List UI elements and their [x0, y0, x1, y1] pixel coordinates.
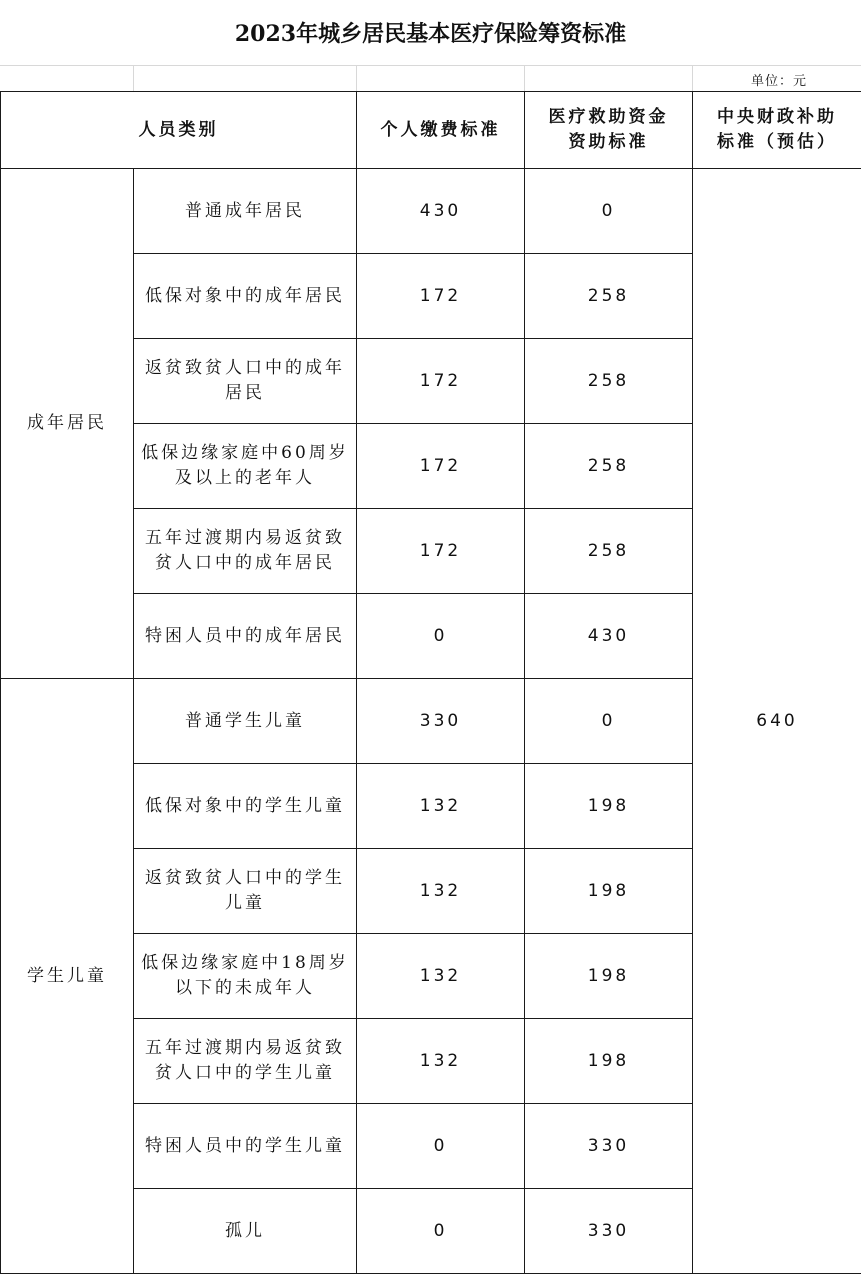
medical-aid-subsidy: 330	[525, 1104, 693, 1189]
personal-contribution: 172	[357, 424, 525, 509]
funding-standards-table	[0, 91, 861, 1274]
faint-divider	[524, 66, 525, 92]
personal-contribution: 132	[357, 934, 525, 1019]
personal-contribution: 132	[357, 764, 525, 849]
medical-aid-subsidy: 198	[525, 1019, 693, 1104]
person-category: 普通成年居民	[134, 169, 357, 254]
person-category: 低保对象中的成年居民	[134, 254, 357, 339]
group-label: 成年居民	[1, 169, 134, 679]
person-category: 低保边缘家庭中60周岁及以上的老年人	[134, 424, 357, 509]
personal-contribution: 0	[357, 594, 525, 679]
table-title: 2023年城乡居民基本医疗保险筹资标准	[0, 0, 861, 66]
person-category: 低保对象中的学生儿童	[134, 764, 357, 849]
personal-contribution: 172	[357, 254, 525, 339]
person-category: 五年过渡期内易返贫致贫人口中的学生儿童	[134, 1019, 357, 1104]
personal-contribution: 0	[357, 1189, 525, 1274]
medical-aid-subsidy: 198	[525, 934, 693, 1019]
medical-aid-subsidy: 258	[525, 339, 693, 424]
medical-aid-subsidy: 198	[525, 764, 693, 849]
personal-contribution: 430	[357, 169, 525, 254]
medical-aid-subsidy: 198	[525, 849, 693, 934]
medical-aid-subsidy: 0	[525, 169, 693, 254]
medical-aid-subsidy: 0	[525, 679, 693, 764]
personal-contribution: 172	[357, 339, 525, 424]
medical-aid-subsidy: 258	[525, 254, 693, 339]
header-central: 中央财政补助标准（预估）	[693, 92, 861, 169]
personal-contribution: 0	[357, 1104, 525, 1189]
person-category: 低保边缘家庭中18周岁以下的未成年人	[134, 934, 357, 1019]
table-row	[1, 169, 861, 254]
personal-contribution: 132	[357, 849, 525, 934]
header-row	[1, 92, 861, 169]
table-body	[1, 169, 861, 1274]
person-category: 孤儿	[134, 1189, 357, 1274]
central-subsidy: 640	[693, 169, 861, 1274]
person-category: 普通学生儿童	[134, 679, 357, 764]
faint-divider	[356, 66, 357, 92]
person-category: 五年过渡期内易返贫致贫人口中的成年居民	[134, 509, 357, 594]
person-category: 返贫致贫人口中的成年居民	[134, 339, 357, 424]
header-aid: 医疗救助资金资助标准	[525, 92, 693, 169]
person-category: 返贫致贫人口中的学生儿童	[134, 849, 357, 934]
medical-aid-subsidy: 430	[525, 594, 693, 679]
unit-label: 单位：元	[751, 70, 807, 89]
personal-contribution: 172	[357, 509, 525, 594]
personal-contribution: 132	[357, 1019, 525, 1104]
medical-aid-subsidy: 258	[525, 424, 693, 509]
group-label: 学生儿童	[1, 679, 134, 1274]
header-category: 人员类别	[1, 92, 357, 169]
faint-divider	[133, 66, 134, 92]
medical-aid-subsidy: 258	[525, 509, 693, 594]
header-personal: 个人缴费标准	[357, 92, 525, 169]
person-category: 特困人员中的学生儿童	[134, 1104, 357, 1189]
personal-contribution: 330	[357, 679, 525, 764]
faint-divider	[692, 66, 693, 92]
medical-aid-subsidy: 330	[525, 1189, 693, 1274]
unit-row	[0, 66, 861, 92]
person-category: 特困人员中的成年居民	[134, 594, 357, 679]
